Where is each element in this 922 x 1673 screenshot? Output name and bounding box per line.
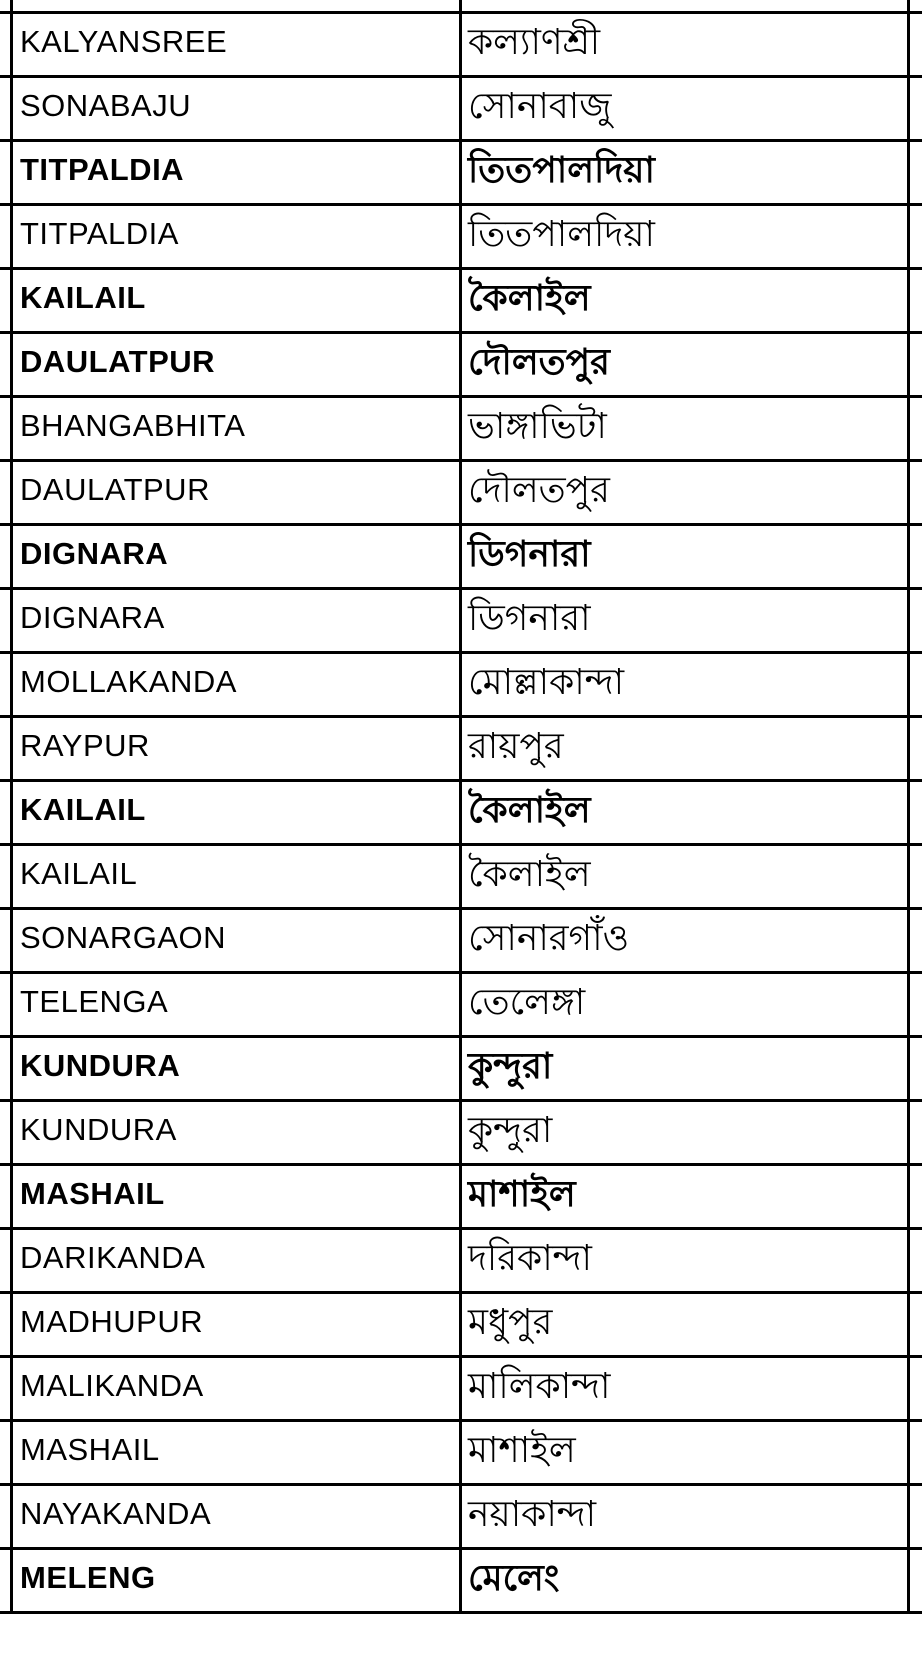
column-border <box>907 1166 910 1227</box>
english-name-cell: SONABAJU <box>20 88 192 123</box>
column-border <box>459 910 462 971</box>
table-row <box>0 398 922 462</box>
column-border <box>10 1230 13 1291</box>
column-border <box>10 462 13 523</box>
table-row <box>0 142 922 206</box>
table-row <box>0 1038 922 1102</box>
bengali-name-cell: ডিগনারা <box>468 534 591 575</box>
column-border <box>10 142 13 203</box>
bengali-name-cell: কল্যাণশ্রী <box>468 22 601 63</box>
bengali-name-cell: দৌলতপুর <box>468 342 610 383</box>
bengali-name-cell: তিতপালদিয়া <box>468 150 655 191</box>
bengali-name-cell: তেলেঙ্গা <box>468 982 586 1023</box>
column-border <box>10 0 13 14</box>
english-name-cell: TITPALDIA <box>20 216 179 251</box>
english-name-cell: KAILAIL <box>20 856 138 891</box>
english-name-cell: KALYANSREE <box>20 24 228 59</box>
bengali-name-cell: কৈলাইল <box>468 790 591 831</box>
column-border <box>907 654 910 715</box>
column-border <box>10 782 13 843</box>
table-row <box>0 654 922 718</box>
column-border <box>10 718 13 779</box>
table-row <box>0 910 922 974</box>
column-border <box>459 1358 462 1419</box>
english-name-cell: TELENGA <box>20 984 169 1019</box>
column-border <box>907 1422 910 1483</box>
column-border <box>907 14 910 75</box>
english-name-cell: MASHAIL <box>20 1176 165 1211</box>
english-name-cell: DARIKANDA <box>20 1240 206 1275</box>
english-name-cell: DAULATPUR <box>20 472 210 507</box>
english-name-cell: MELENG <box>20 1560 156 1595</box>
column-border <box>459 1294 462 1355</box>
column-border <box>907 270 910 331</box>
column-border <box>459 206 462 267</box>
table-row <box>0 78 922 142</box>
bengali-name-cell: মধুপুর <box>468 1302 553 1343</box>
column-border <box>907 1038 910 1099</box>
bengali-name-cell: মাশাইল <box>468 1430 576 1471</box>
english-name-cell: KAILAIL <box>20 280 146 315</box>
column-border <box>459 0 462 14</box>
english-name-cell: RAYPUR <box>20 728 150 763</box>
column-border <box>10 1422 13 1483</box>
column-border <box>10 974 13 1035</box>
english-name-cell: MASHAIL <box>20 1432 160 1467</box>
table-row <box>0 782 922 846</box>
column-border <box>907 782 910 843</box>
column-border <box>907 1294 910 1355</box>
column-border <box>459 782 462 843</box>
english-name-cell: KUNDURA <box>20 1112 177 1147</box>
table-row <box>0 1422 922 1486</box>
bengali-name-cell: মালিকান্দা <box>468 1366 611 1407</box>
column-border <box>10 1550 13 1611</box>
table-row <box>0 270 922 334</box>
table-top-border <box>0 0 922 14</box>
column-border <box>459 1230 462 1291</box>
column-border <box>459 846 462 907</box>
column-border <box>459 1486 462 1547</box>
column-border <box>459 1422 462 1483</box>
bengali-name-cell: কৈলাইল <box>468 854 591 895</box>
table-row <box>0 1166 922 1230</box>
table-row <box>0 526 922 590</box>
bengali-name-cell: সোনারগাঁও <box>468 918 630 959</box>
column-border <box>907 462 910 523</box>
column-border <box>907 1230 910 1291</box>
column-border <box>907 142 910 203</box>
column-border <box>10 398 13 459</box>
column-border <box>10 1486 13 1547</box>
table-row <box>0 1294 922 1358</box>
column-border <box>10 1102 13 1163</box>
column-border <box>907 910 910 971</box>
column-border <box>459 1550 462 1611</box>
column-border <box>907 398 910 459</box>
table-row <box>0 334 922 398</box>
bengali-name-cell: সোনাবাজু <box>468 86 612 127</box>
column-border <box>10 1038 13 1099</box>
column-border <box>10 654 13 715</box>
table-row <box>0 1486 922 1550</box>
column-border <box>907 206 910 267</box>
column-border <box>459 1102 462 1163</box>
english-name-cell: KUNDURA <box>20 1048 181 1083</box>
table-body <box>0 14 922 1614</box>
column-border <box>459 590 462 651</box>
column-border <box>10 270 13 331</box>
table-row <box>0 590 922 654</box>
column-border <box>459 78 462 139</box>
column-border <box>459 1038 462 1099</box>
column-border <box>907 974 910 1035</box>
table-row <box>0 462 922 526</box>
column-border <box>907 78 910 139</box>
column-border <box>907 1550 910 1611</box>
bengali-name-cell: নয়াকান্দা <box>468 1494 597 1535</box>
english-name-cell: DAULATPUR <box>20 344 216 379</box>
column-border <box>10 78 13 139</box>
column-border <box>10 334 13 395</box>
english-name-cell: NAYAKANDA <box>20 1496 212 1531</box>
column-border <box>907 1486 910 1547</box>
bengali-name-cell: কৈলাইল <box>468 278 591 319</box>
column-border <box>907 526 910 587</box>
column-border <box>10 526 13 587</box>
english-name-cell: DIGNARA <box>20 536 169 571</box>
bengali-name-cell: দৌলতপুর <box>468 470 610 511</box>
column-border <box>10 1358 13 1419</box>
column-border <box>459 14 462 75</box>
table-row <box>0 206 922 270</box>
column-border <box>907 334 910 395</box>
column-border <box>10 1294 13 1355</box>
bengali-name-cell: কুন্দুরা <box>468 1110 553 1151</box>
table-row <box>0 974 922 1038</box>
column-border <box>459 462 462 523</box>
english-name-cell: SONARGAON <box>20 920 227 955</box>
english-name-cell: MADHUPUR <box>20 1304 204 1339</box>
table-row <box>0 846 922 910</box>
bengali-name-cell: রায়পুর <box>468 726 564 767</box>
english-name-cell: KAILAIL <box>20 792 146 827</box>
column-border <box>10 846 13 907</box>
column-border <box>10 1166 13 1227</box>
column-border <box>10 14 13 75</box>
column-border <box>10 206 13 267</box>
column-border <box>459 1166 462 1227</box>
english-name-cell: MOLLAKANDA <box>20 664 237 699</box>
english-name-cell: MALIKANDA <box>20 1368 204 1403</box>
column-border <box>907 590 910 651</box>
bengali-name-cell: কুন্দুরা <box>468 1046 553 1087</box>
bengali-name-cell: মোল্লাকান্দা <box>468 662 625 703</box>
column-border <box>907 1358 910 1419</box>
column-border <box>907 1102 910 1163</box>
bengali-name-cell: ডিগনারা <box>468 598 591 639</box>
english-name-cell: BHANGABHITA <box>20 408 246 443</box>
table-row <box>0 14 922 78</box>
column-border <box>10 910 13 971</box>
column-border <box>459 270 462 331</box>
column-border <box>459 526 462 587</box>
bengali-name-cell: মাশাইল <box>468 1174 576 1215</box>
column-border <box>459 142 462 203</box>
table-row <box>0 1230 922 1294</box>
column-border <box>907 0 910 14</box>
table-row <box>0 1358 922 1422</box>
bengali-name-cell: ভাঙ্গাভিটা <box>468 406 607 447</box>
column-border <box>459 398 462 459</box>
table-row <box>0 718 922 782</box>
column-border <box>459 974 462 1035</box>
english-name-cell: TITPALDIA <box>20 152 185 187</box>
bengali-name-cell: তিতপালদিয়া <box>468 214 655 255</box>
table-row <box>0 1550 922 1614</box>
column-border <box>459 718 462 779</box>
column-border <box>10 590 13 651</box>
column-border <box>459 334 462 395</box>
column-border <box>459 654 462 715</box>
english-name-cell: DIGNARA <box>20 600 165 635</box>
bengali-name-cell: দরিকান্দা <box>468 1238 592 1279</box>
column-border <box>907 846 910 907</box>
column-border <box>907 718 910 779</box>
bengali-name-cell: মেলেং <box>468 1558 560 1599</box>
table-row <box>0 1102 922 1166</box>
